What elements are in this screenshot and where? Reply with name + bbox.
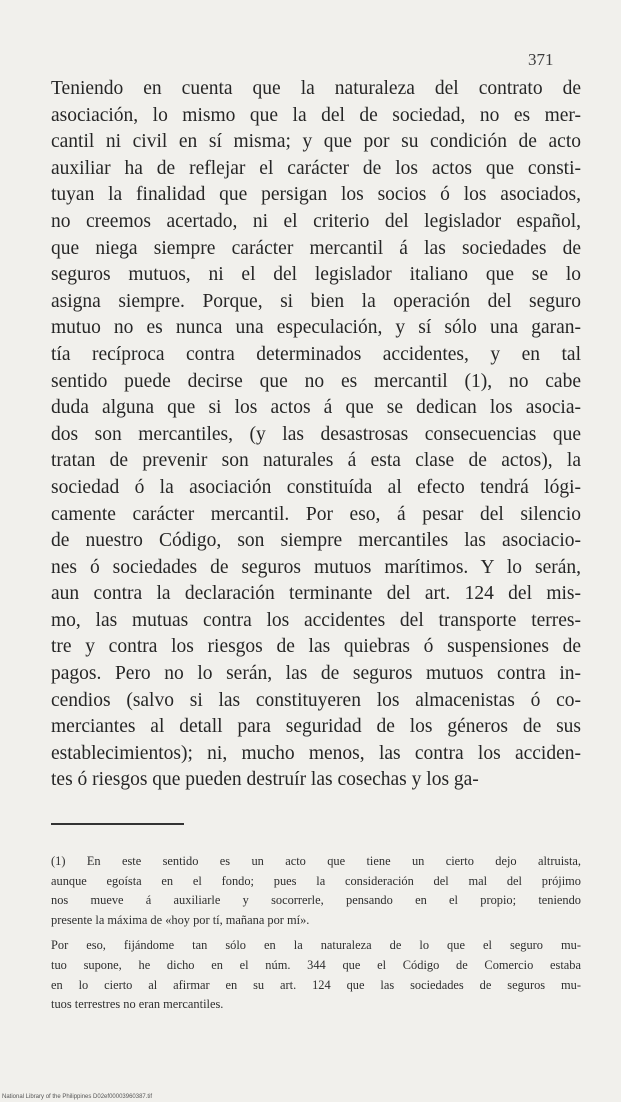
text-line: tuyan la finalidad que persigan los socios ó los asociados, bbox=[51, 184, 581, 206]
text-line: merciantes al detall para seguridad de los géneros de sus bbox=[51, 716, 581, 738]
text-line: tes ó riesgos que pueden destruír las cosechas y los ga- bbox=[51, 769, 479, 791]
text-line: nes ó sociedades de seguros mutuos marítimos. Y lo serán, bbox=[51, 556, 581, 578]
scan-watermark: National Library of the Philippines D02ef00003960387.tif bbox=[2, 1094, 153, 1100]
text-line: Teniendo en cuenta que la naturaleza del contrato de bbox=[51, 78, 581, 99]
footnote-1 bbox=[51, 852, 581, 930]
text-line: en lo cierto al afirmar en su art. 124 que las sociedades de seguros mu- bbox=[51, 977, 581, 992]
text-line: camente carácter mercantil. Por eso, á pesar del silencio bbox=[51, 503, 581, 525]
body-text bbox=[51, 76, 581, 794]
footnote-divider bbox=[51, 823, 184, 825]
text-line: aun contra la declaración terminante del art. 124 del mis- bbox=[51, 583, 581, 605]
text-line: pagos. Pero no lo serán, las de seguros mutuos contra in- bbox=[51, 663, 581, 685]
text-line: mutuo no es nunca una especulación, y sí sólo una garan- bbox=[51, 317, 581, 339]
text-line: (1) En este sentido es un acto que tiene un cierto dejo altruista, bbox=[51, 854, 581, 868]
text-line: tuos terrestres no eran mercantiles. bbox=[51, 997, 224, 1012]
page-number: 371 bbox=[528, 50, 554, 69]
text-line: tre y contra los riesgos de las quiebras ó suspensiones de bbox=[51, 636, 581, 658]
text-line: no creemos acertado, ni el criterio del legislador español, bbox=[51, 210, 581, 232]
text-line: aunque egoísta en el fondo; pues la consideración del mal del prójimo bbox=[51, 873, 581, 888]
text-line: de nuestro Código, son siempre mercantiles las asociacio- bbox=[51, 530, 581, 552]
text-line: duda alguna que si los actos á que se dedican los asocia- bbox=[51, 397, 581, 419]
text-line: Por eso, fijándome tan sólo en la naturaleza de lo que el seguro mu- bbox=[51, 938, 581, 953]
text-line: tuo supone, he dicho en el núm. 344 que el Código de Comercio estaba bbox=[51, 957, 581, 972]
footnote-2 bbox=[51, 936, 581, 1014]
text-line: sentido puede decirse que no es mercantil (1), no cabe bbox=[51, 370, 581, 392]
footnotes bbox=[51, 852, 581, 1015]
text-line: cendios (salvo si las constituyeren los almacenistas ó co- bbox=[51, 689, 581, 711]
text-line: establecimientos); ni, mucho menos, las contra los acciden- bbox=[51, 742, 581, 764]
text-line: sociedad ó la asociación constituída al efecto tendrá lógi- bbox=[51, 476, 581, 498]
text-line: asociación, lo mismo que la del de sociedad, no es mer- bbox=[51, 104, 581, 126]
text-line: auxiliar ha de reflejar el carácter de los actos que consti- bbox=[51, 157, 581, 179]
text-line: tía recíproca contra determinados accidentes, y en tal bbox=[51, 343, 581, 365]
text-line: dos son mercantiles, (y las desastrosas consecuencias que bbox=[51, 423, 581, 445]
text-line: nos mueve á auxiliarle y socorrerle, pensando en el propio; teniendo bbox=[51, 893, 581, 908]
text-line: presente la máxima de «hoy por tí, mañana por mí». bbox=[51, 912, 310, 927]
text-line: cantil ni civil en sí misma; y que por su condición de acto bbox=[51, 131, 581, 153]
text-line: seguros mutuos, ni el del legislador italiano que se lo bbox=[51, 264, 581, 286]
text-line: tratan de prevenir son naturales á esta clase de actos), la bbox=[51, 450, 581, 472]
text-line: asigna siempre. Porque, si bien la operación del seguro bbox=[51, 290, 581, 312]
text-line: mo, las mutuas contra los accidentes del transporte terres- bbox=[51, 609, 581, 631]
text-line: que niega siempre carácter mercantil á las sociedades de bbox=[51, 237, 581, 259]
